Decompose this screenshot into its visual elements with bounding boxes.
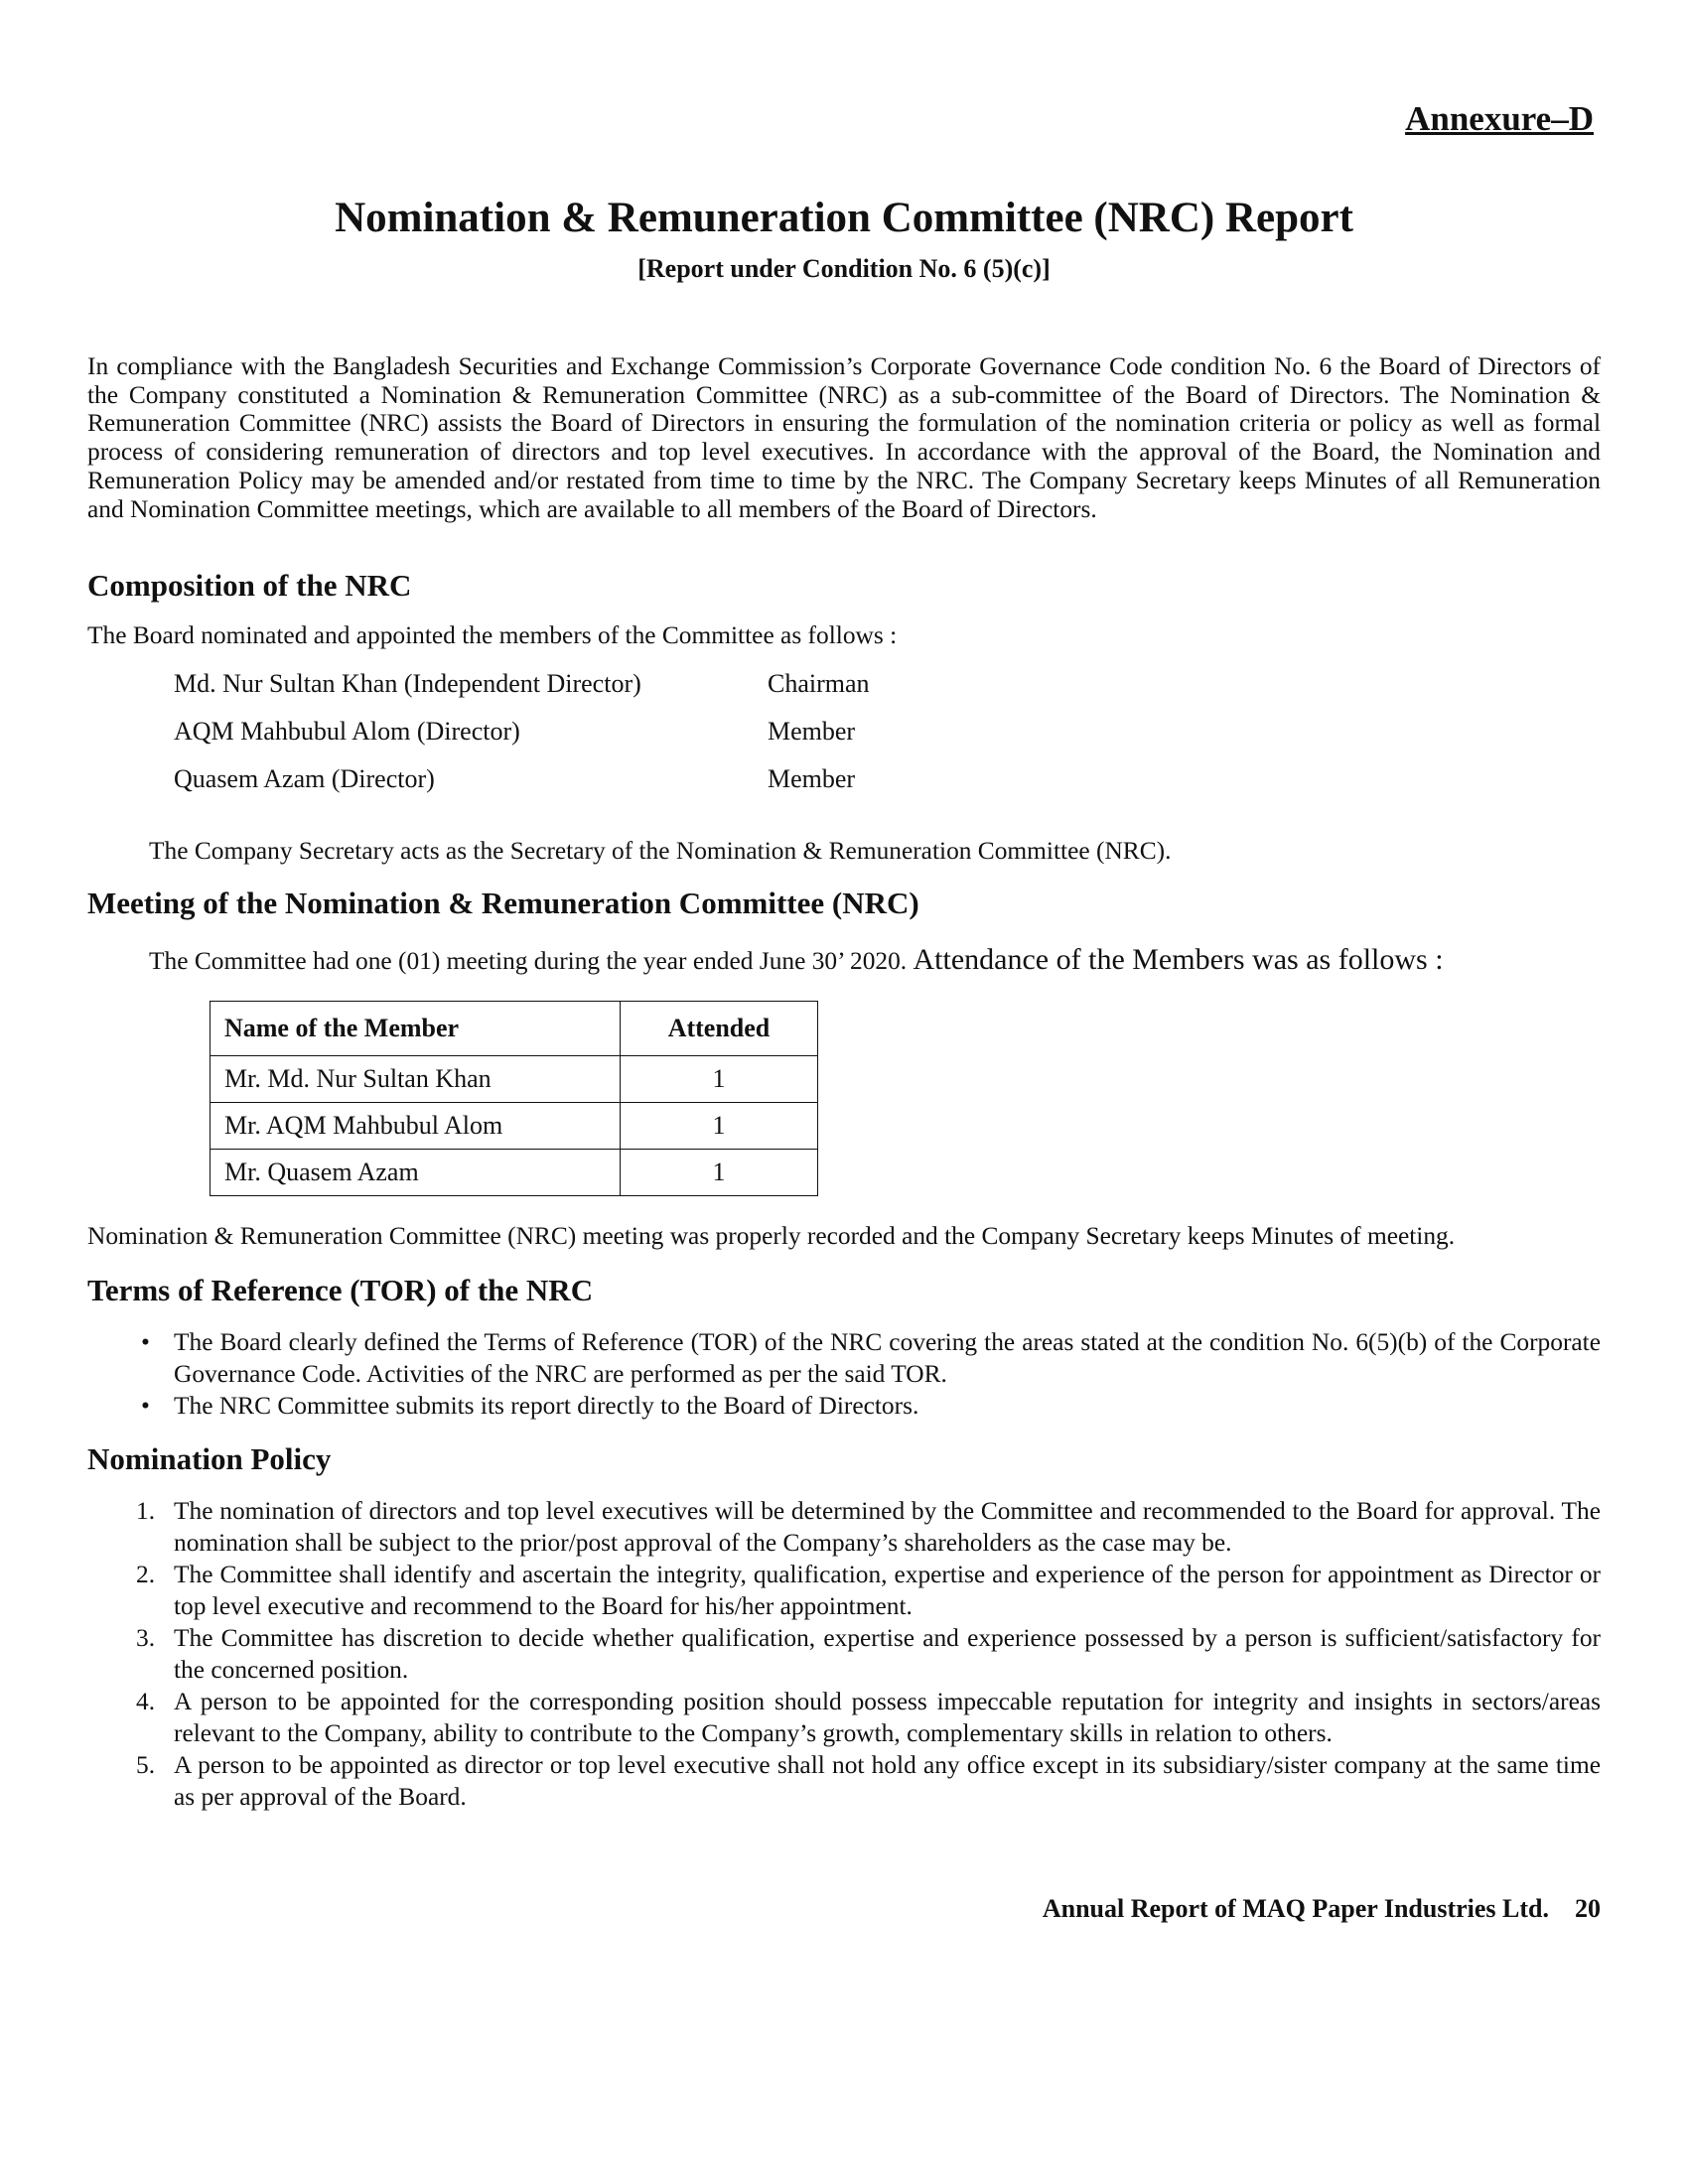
list-number: 1. <box>136 1497 156 1525</box>
member-name-cell: Mr. Quasem Azam <box>211 1150 621 1196</box>
list-number: 4. <box>136 1688 156 1715</box>
member-name: Quasem Azam (Director) <box>174 764 435 793</box>
list-number: 5. <box>136 1751 156 1779</box>
member-name: Md. Nur Sultan Khan (Independent Director) <box>174 669 641 698</box>
table-row <box>211 1103 818 1150</box>
list-number: 2. <box>136 1561 156 1588</box>
tor-list <box>129 1326 1601 1422</box>
list-item: 1. The nomination of directors and top level executives will be determined by the Committee and recommended to the Board for approval. The nomination shall be subject to the prior/post approval of the Company’s shareholders as the case may be. <box>136 1497 1601 1557</box>
member-role: Member <box>768 764 856 793</box>
meeting-closing: Nomination & Remuneration Committee (NRC) meeting was properly recorded and the Company Secretary keeps Minutes of meeting. <box>87 1222 1456 1250</box>
attended-cell: 1 <box>621 1103 818 1150</box>
attendance-intro-text: Attendance of the Members was as follows : <box>913 943 1444 976</box>
member-role: Member <box>768 717 856 746</box>
report-subtitle: [Report under Condition No. 6 (5)(c)] <box>637 254 1051 283</box>
member-name-cell: Mr. AQM Mahbubul Alom <box>211 1103 621 1150</box>
report-title: Nomination & Remuneration Committee (NRC) Report <box>335 195 1353 241</box>
member-row <box>174 669 870 699</box>
page-number: 20 <box>1575 1894 1601 1923</box>
attended-cell: 1 <box>621 1150 818 1196</box>
column-header-attended: Attended <box>621 1002 818 1056</box>
table-row <box>211 1150 818 1196</box>
list-item: 2. The Committee shall identify and ascertain the integrity, qualification, expertise and experience of the person for appointment as Director or top level executive and recommend to the Board for his/her appointment. <box>136 1561 1601 1620</box>
policy-heading: Nomination Policy <box>87 1441 332 1476</box>
table-header-row <box>211 1002 818 1056</box>
intro-paragraph: In compliance with the Bangladesh Securities and Exchange Commission’s Corporate Governance Code condition No. 6 the Board of Directors of the Company constituted a Nomination & Remuneration Committee (NRC) as a sub-committee of the Board of Directors. The Nomination & Remuneration Committee (NRC) assists the Board of Directors in ensuring the formulation of the nomination criteria or policy as well as formal process of considering remuneration of directors and top level executives. In accordance with the approval of the Board, the Nomination and Remuneration Policy may be amended and/or restated from time to time by the NRC. The Company Secretary keeps Minutes of all Remuneration and Nomination Committee meetings, which are available to all members of the Board of Directors. <box>87 352 1601 523</box>
member-row <box>174 764 856 794</box>
list-item: 5. A person to be appointed as director or top level executive shall not hold any office except in its subsidiary/sister company at the same time as per approval of the Board. <box>136 1751 1601 1811</box>
list-item: 3. The Committee has discretion to decide whether qualification, expertise and experience possessed by a person is sufficient/satisfactory for the concerned position. <box>136 1624 1601 1684</box>
list-item: 4. A person to be appointed for the corresponding position should possess impeccable reputation for integrity and insights in sectors/areas relevant to the Company, ability to contribute to the Company’s growth, complementary skills in relation to others. <box>136 1688 1601 1747</box>
tor-heading: Terms of Reference (TOR) of the NRC <box>87 1273 594 1307</box>
member-name-cell: Mr. Md. Nur Sultan Khan <box>211 1056 621 1103</box>
policy-list <box>129 1495 1601 1813</box>
secretary-note: The Company Secretary acts as the Secretary of the Nomination & Remuneration Committee (NRC). <box>149 837 1172 865</box>
composition-lead: The Board nominated and appointed the members of the Committee as follows : <box>87 621 898 649</box>
annexure-label: Annexure–D <box>1405 99 1594 138</box>
member-role: Chairman <box>768 669 870 698</box>
bullet-icon: • <box>141 1392 150 1420</box>
table-row <box>211 1056 818 1103</box>
column-header-name: Name of the Member <box>211 1002 621 1056</box>
meeting-count-text: The Committee had one (01) meeting during the year ended June 30’ 2020. <box>149 947 908 975</box>
list-item: • The Board clearly defined the Terms of Reference (TOR) of the NRC covering the areas stated at the condition No. 6(5)(b) of the Corporate Governance Code. Activities of the NRC are performed as per the said TOR. <box>141 1328 1601 1388</box>
member-row <box>174 717 856 747</box>
meeting-heading: Meeting of the Nomination & Remuneration Committee (NRC) <box>87 886 919 920</box>
meeting-lead <box>149 945 1444 976</box>
bullet-icon: • <box>141 1328 150 1356</box>
list-item: • The NRC Committee submits its report directly to the Board of Directors. <box>141 1392 919 1420</box>
member-name: AQM Mahbubul Alom (Director) <box>174 717 520 746</box>
list-number: 3. <box>136 1624 156 1652</box>
attendance-table <box>210 1001 818 1196</box>
page-footer <box>1043 1894 1601 1924</box>
composition-heading: Composition of the NRC <box>87 568 412 603</box>
footer-text: Annual Report of MAQ Paper Industries Ltd. <box>1042 1894 1549 1923</box>
attended-cell: 1 <box>621 1056 818 1103</box>
